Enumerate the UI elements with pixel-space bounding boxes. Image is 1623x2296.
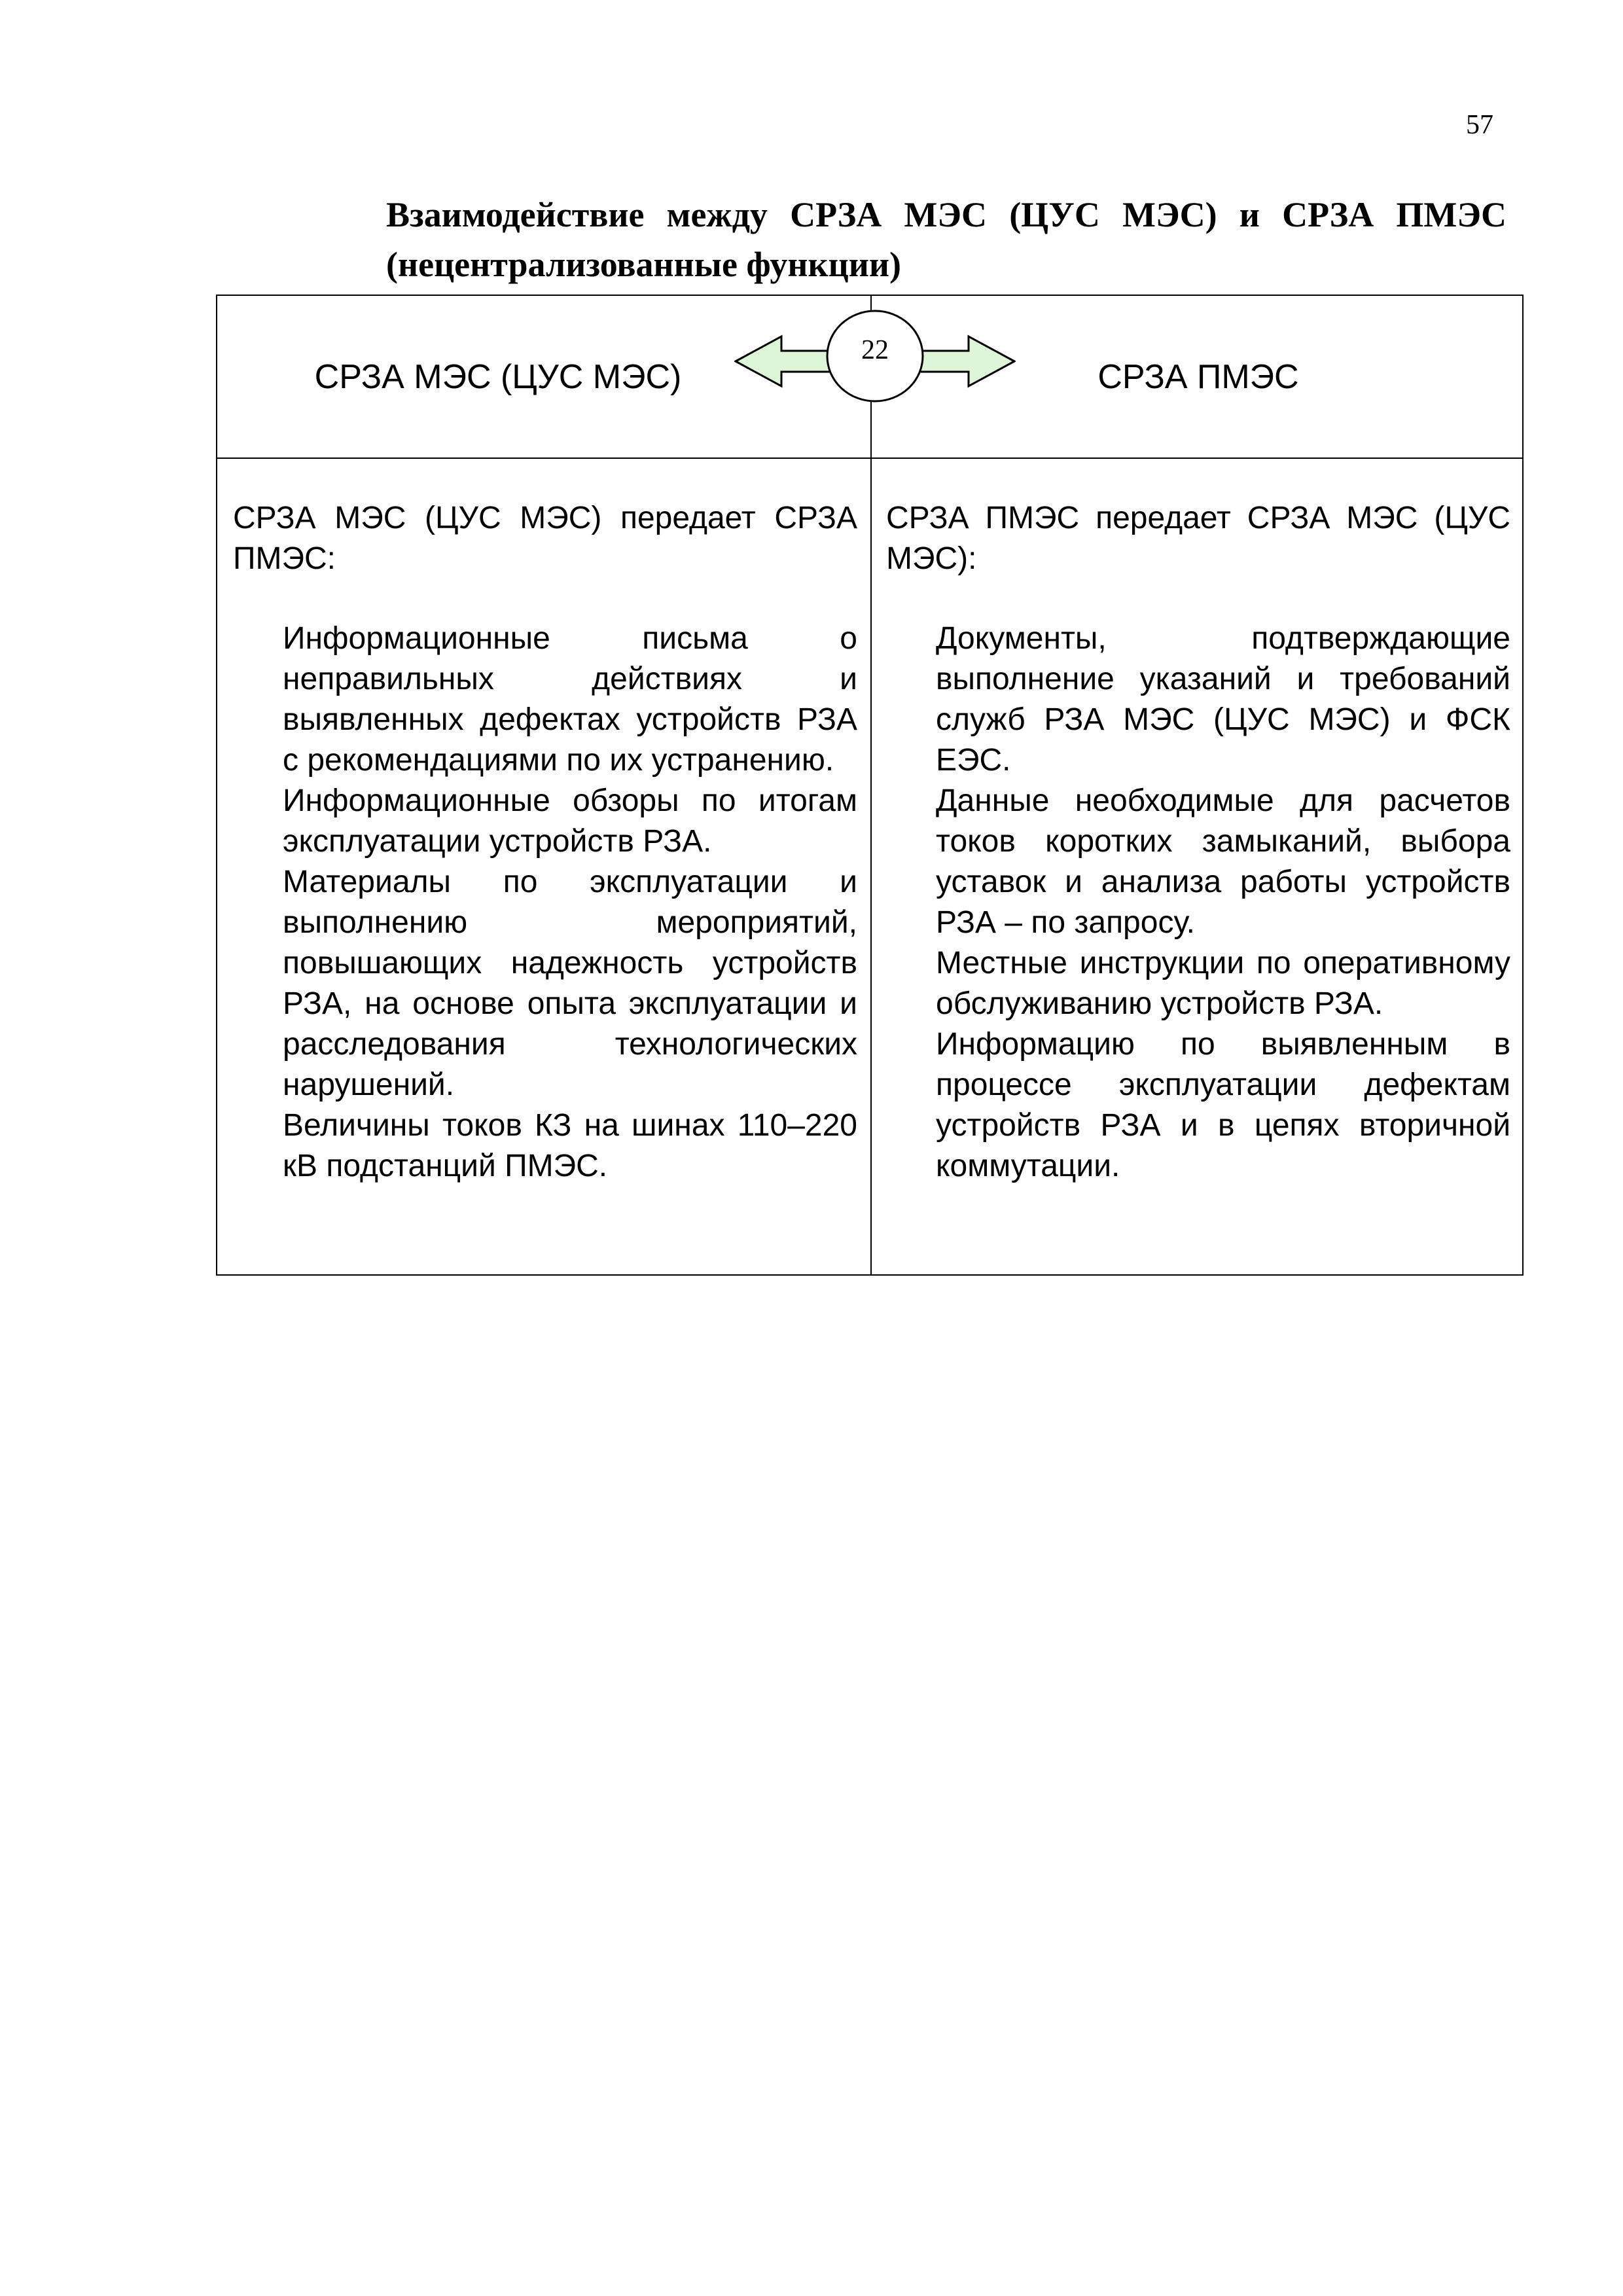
list-item: Местные инструкции по оперативному обслуживанию устройств РЗА.: [936, 946, 1510, 1021]
list-item: Документы, подтверждающие выполнение указаний и требований служб РЗА МЭС (ЦУС МЭС) и ФСК ЕЭС.: [936, 621, 1510, 778]
body-left-cell: [217, 459, 870, 1276]
left-item-list: [233, 619, 857, 1187]
interaction-table: [216, 295, 1524, 1276]
list-item: Информацию по выявленным в процессе эксплуатации дефектам устройств РЗА и в цепях вторичной коммутации.: [936, 1027, 1510, 1183]
list-item: Материалы по эксплуатации и выполнению мероприятий, повышающих надежность устройств РЗА, на основе опыта эксплуатации и расследования технологических нарушений.: [283, 865, 857, 1102]
left-intro: СРЗА МЭС (ЦУС МЭС) передает СРЗА ПМЭС:: [233, 501, 857, 576]
list-item: Информационные письма о неправильных действиях и выявленных дефектах устройств РЗА с рекомендациями по их устранению.: [283, 621, 857, 778]
header-left-label: СРЗА МЭС (ЦУС МЭС): [314, 357, 682, 396]
right-item-list: [886, 619, 1510, 1187]
left-arrow-icon: [736, 336, 832, 386]
body-right-cell: [872, 459, 1525, 1276]
list-item: Информационные обзоры по итогам эксплуатации устройств РЗА.: [283, 783, 857, 859]
exchange-badge: [734, 296, 1016, 414]
page-number: 57: [1466, 110, 1493, 140]
right-arrow-icon: [918, 336, 1014, 386]
list-item: Величины токов КЗ на шинах 110–220 кВ подстанций ПМЭС.: [283, 1108, 857, 1183]
right-intro: СРЗА ПМЭС передает СРЗА МЭС (ЦУС МЭС):: [886, 501, 1510, 576]
exchange-number: 22: [861, 335, 889, 365]
section-heading: Взаимодействие между СРЗА МЭС (ЦУС МЭС) и СРЗА ПМЭС (нецентрализованные функции): [386, 195, 1507, 284]
list-item: Данные необходимые для расчетов токов коротких замыканий, выбора уставок и анализа работы устройств РЗА – по запросу.: [936, 783, 1510, 940]
header-right-label: СРЗА ПМЭС: [1097, 357, 1299, 396]
